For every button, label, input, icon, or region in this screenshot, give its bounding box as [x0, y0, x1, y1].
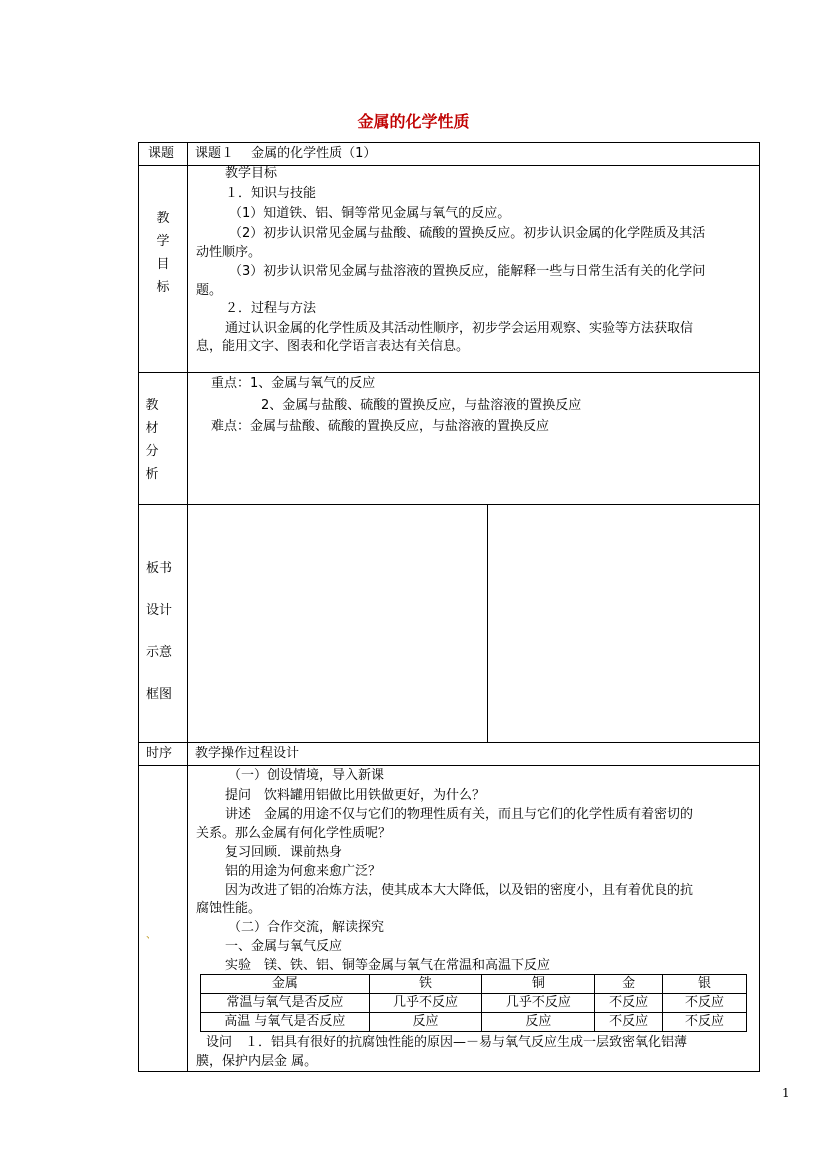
- goals-line: 通过认识金属的化学性质及其活动性顺序，初步学会运用观察、实验等方法获取信: [225, 321, 694, 336]
- goals-label: 教 学 目 标: [156, 211, 170, 295]
- document-title: 金属的化学性质: [357, 112, 470, 131]
- table-cell: 不反应: [663, 1013, 747, 1032]
- table-header-cell: 铁: [369, 975, 482, 994]
- board-split-divider: [487, 504, 488, 742]
- process-line: 实验 镁、铁、铝、铜等金属与氧气在常温和高温下反应: [225, 958, 551, 973]
- table-cell: 几乎不反应: [369, 994, 482, 1013]
- board-label: 板书 设计 示意 框图: [145, 561, 172, 702]
- experiment-table: [200, 974, 747, 1032]
- table-cell: 反应: [369, 1013, 482, 1032]
- goals-line: １．知识与技能: [225, 186, 317, 201]
- table-cell: 常温与氧气是否反应: [201, 994, 370, 1013]
- process-line: 关系。那么金属有何化学性质呢？: [196, 826, 392, 841]
- goals-line: 息，能用文字、图表和化学语言表达有关信息。: [196, 339, 470, 354]
- analysis-key-point: 2、金属与盐酸、硫酸的置换反应，与盐溶液的置换反应: [261, 398, 582, 413]
- goals-line: 动性顺序。: [196, 245, 262, 260]
- table-header-cell: 金属: [201, 975, 370, 994]
- analysis-label: 教 材 分 析: [145, 398, 159, 482]
- goals-line: （3）初步认识常见金属与盐溶液的置换反应，能解释一些与日常生活有关的化学问: [229, 264, 706, 279]
- margin-mark: 、: [146, 930, 156, 941]
- row-divider: [138, 504, 760, 505]
- goals-line: （1）知道铁、铝、铜等常见金属与氧气的反应。: [229, 206, 511, 221]
- question-line: 膜，保护内层金 属。: [196, 1054, 318, 1069]
- table-cell: 反应: [482, 1013, 595, 1032]
- table-header-cell: 铜: [482, 975, 595, 994]
- goals-line: 题。: [196, 283, 223, 298]
- process-line: 一、金属与氧气反应: [225, 939, 343, 954]
- process-line: 复习回顾．课前热身: [225, 845, 343, 860]
- table-cell: 不反应: [595, 994, 663, 1013]
- analysis-key-point: 重点：1、金属与氧气的反应: [211, 376, 376, 391]
- question-line: 设问 １．铝具有很好的抗腐蚀性能的原因—－易与氧气反应生成一层致密氧化铝薄: [206, 1035, 688, 1050]
- process-line: （二）合作交流，解读探究: [228, 920, 385, 935]
- process-line: 提问 饮料罐用铝做比用铁做更好，为什么？: [225, 788, 486, 803]
- goals-line: （2）初步认识常见金属与盐酸、硫酸的置换反应。初步认识金属的化学陛质及其活: [229, 226, 706, 241]
- topic-value: 课题１ 金属的化学性质（1）: [195, 146, 377, 161]
- table-header-cell: 银: [663, 975, 747, 994]
- table-row: [201, 1013, 747, 1032]
- goals-line: ２．过程与方法: [225, 301, 317, 316]
- row-divider: [138, 372, 760, 373]
- process-line: （一）创设情境，导入新课: [228, 768, 385, 783]
- process-line: 铝的用途为何愈来愈广泛？: [225, 864, 382, 879]
- process-line: 腐蚀性能。: [196, 901, 262, 916]
- table-header-cell: 金: [595, 975, 663, 994]
- process-line: 因为改进了铝的冶炼方法，使其成本大大降低，以及铝的密度小，且有着优良的抗: [225, 883, 694, 898]
- topic-label: 课题: [148, 146, 175, 161]
- table-cell: 不反应: [663, 994, 747, 1013]
- analysis-difficulty: 难点：金属与盐酸、硫酸的置换反应，与盐溶液的置换反应: [211, 419, 550, 434]
- page-number: 1: [782, 1086, 790, 1100]
- process-line: 讲述 金属的用途不仅与它们的物理性质有关，而且与它们的化学性质有着密切的: [225, 807, 694, 822]
- table-row: [201, 994, 747, 1013]
- process-label: 时序: [146, 746, 173, 761]
- table-cell: 不反应: [595, 1013, 663, 1032]
- table-cell: 几乎不反应: [482, 994, 595, 1013]
- row-divider: [138, 742, 760, 743]
- process-heading: 教学操作过程设计: [195, 746, 300, 761]
- label-column-divider: [187, 142, 188, 1072]
- table-header-row: [201, 975, 747, 994]
- goals-line: 教学目标: [225, 166, 278, 181]
- table-cell: 高温 与氧气是否反应: [201, 1013, 370, 1032]
